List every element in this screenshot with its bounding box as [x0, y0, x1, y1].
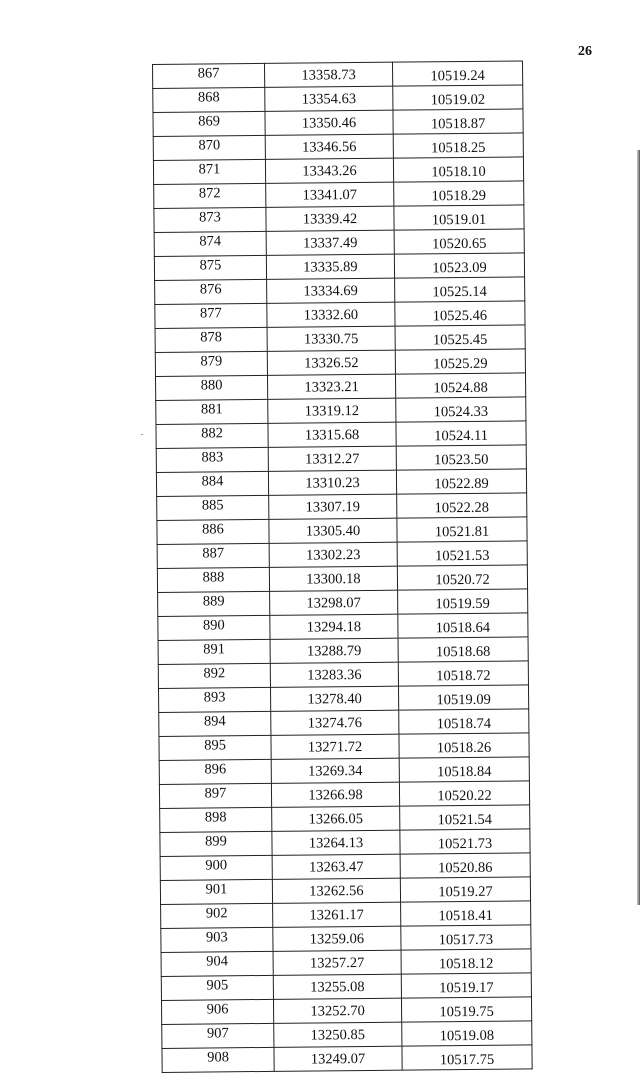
table-row — [155, 277, 525, 305]
coordinates-table-container — [152, 60, 532, 1073]
table-row — [154, 253, 524, 281]
point-number-cell: 868 — [153, 87, 265, 112]
x-coordinate-cell: 13358.73 — [264, 62, 392, 87]
coordinates-table — [152, 60, 533, 1073]
y-coordinate-cell: 10521.53 — [397, 541, 527, 566]
y-coordinate-cell: 10517.73 — [401, 925, 531, 950]
y-coordinate-cell: 10518.72 — [398, 661, 528, 686]
x-coordinate-cell: 13259.06 — [273, 926, 401, 951]
y-coordinate-cell: 10518.64 — [398, 613, 528, 638]
point-number-cell: 891 — [158, 639, 270, 664]
point-number-cell: 872 — [154, 183, 266, 208]
point-number-cell: 893 — [158, 687, 270, 712]
table-row — [160, 877, 530, 905]
point-number-cell: 903 — [161, 927, 273, 952]
point-number-cell: 906 — [161, 999, 273, 1024]
point-number-cell: 895 — [159, 735, 271, 760]
table-row — [153, 85, 523, 113]
x-coordinate-cell: 13323.21 — [267, 374, 395, 399]
point-number-cell: 908 — [162, 1047, 274, 1072]
y-coordinate-cell: 10519.75 — [401, 997, 531, 1022]
table-row — [157, 493, 527, 521]
point-number-cell: 904 — [161, 951, 273, 976]
point-number-cell: 873 — [154, 207, 266, 232]
point-number-cell: 899 — [160, 831, 272, 856]
point-number-cell: 887 — [157, 543, 269, 568]
point-number-cell: 898 — [160, 807, 272, 832]
point-number-cell: 885 — [157, 495, 269, 520]
point-number-cell: 884 — [156, 471, 268, 496]
point-number-cell: 902 — [161, 903, 273, 928]
table-row — [158, 685, 528, 713]
y-coordinate-cell: 10519.17 — [401, 973, 531, 998]
point-number-cell: 892 — [158, 663, 270, 688]
y-coordinate-cell: 10518.87 — [393, 109, 523, 134]
table-row — [159, 733, 529, 761]
y-coordinate-cell: 10524.33 — [396, 397, 526, 422]
table-row — [160, 805, 530, 833]
y-coordinate-cell: 10517.75 — [402, 1045, 532, 1070]
point-number-cell: 869 — [153, 111, 265, 136]
y-coordinate-cell: 10521.73 — [400, 829, 530, 854]
point-number-cell: 901 — [160, 879, 272, 904]
table-row — [159, 757, 529, 785]
x-coordinate-cell: 13310.23 — [268, 470, 396, 495]
table-row — [160, 829, 530, 857]
x-coordinate-cell: 13255.08 — [273, 974, 401, 999]
x-coordinate-cell: 13249.07 — [274, 1046, 402, 1071]
table-row — [157, 517, 527, 545]
y-coordinate-cell: 10519.02 — [393, 85, 523, 110]
x-coordinate-cell: 13350.46 — [265, 110, 393, 135]
y-coordinate-cell: 10519.59 — [398, 589, 528, 614]
y-coordinate-cell: 10519.08 — [402, 1021, 532, 1046]
y-coordinate-cell: 10518.84 — [399, 757, 529, 782]
point-number-cell: 874 — [154, 231, 266, 256]
y-coordinate-cell: 10519.24 — [392, 61, 522, 86]
table-row — [154, 205, 524, 233]
point-number-cell: 907 — [162, 1023, 274, 1048]
x-coordinate-cell: 13339.42 — [266, 206, 394, 231]
y-coordinate-cell: 10523.09 — [394, 253, 524, 278]
table-row — [158, 661, 528, 689]
point-number-cell: 880 — [155, 375, 267, 400]
y-coordinate-cell: 10520.65 — [394, 229, 524, 254]
x-coordinate-cell: 13346.56 — [265, 134, 393, 159]
point-number-cell: 889 — [158, 591, 270, 616]
x-coordinate-cell: 13283.36 — [270, 662, 398, 687]
point-number-cell: 894 — [159, 711, 271, 736]
x-coordinate-cell: 13274.76 — [271, 710, 399, 735]
x-coordinate-cell: 13271.72 — [271, 734, 399, 759]
point-number-cell: 900 — [160, 855, 272, 880]
table-row — [161, 949, 531, 977]
x-coordinate-cell: 13298.07 — [270, 590, 398, 615]
x-coordinate-cell: 13341.07 — [266, 182, 394, 207]
y-coordinate-cell: 10518.10 — [393, 157, 523, 182]
x-coordinate-cell: 13315.68 — [268, 422, 396, 447]
y-coordinate-cell: 10525.14 — [395, 277, 525, 302]
table-row — [161, 901, 531, 929]
y-coordinate-cell: 10518.74 — [399, 709, 529, 734]
x-coordinate-cell: 13266.05 — [272, 806, 400, 831]
x-coordinate-cell: 13312.27 — [268, 446, 396, 471]
table-row — [154, 181, 524, 209]
y-coordinate-cell: 10525.45 — [395, 325, 525, 350]
x-coordinate-cell: 13330.75 — [267, 326, 395, 351]
y-coordinate-cell: 10521.54 — [400, 805, 530, 830]
table-row — [159, 781, 529, 809]
table-row — [156, 421, 526, 449]
x-coordinate-cell: 13250.85 — [274, 1022, 402, 1047]
x-coordinate-cell: 13269.34 — [271, 758, 399, 783]
point-number-cell: 896 — [159, 759, 271, 784]
table-row — [155, 301, 525, 329]
y-coordinate-cell: 10522.28 — [397, 493, 527, 518]
x-coordinate-cell: 13266.98 — [271, 782, 399, 807]
point-number-cell: 883 — [156, 447, 268, 472]
x-coordinate-cell: 13278.40 — [270, 686, 398, 711]
table-row — [155, 373, 525, 401]
x-coordinate-cell: 13326.52 — [267, 350, 395, 375]
table-row — [158, 589, 528, 617]
table-row — [153, 157, 523, 185]
y-coordinate-cell: 10525.46 — [395, 301, 525, 326]
table-row — [161, 925, 531, 953]
table-row — [156, 397, 526, 425]
x-coordinate-cell: 13294.18 — [270, 614, 398, 639]
point-number-cell: 876 — [155, 279, 267, 304]
coordinates-table-body — [153, 61, 533, 1073]
table-row — [156, 445, 526, 473]
point-number-cell: 881 — [156, 399, 268, 424]
x-coordinate-cell: 13337.49 — [266, 230, 394, 255]
table-row — [157, 541, 527, 569]
table-row — [153, 109, 523, 137]
point-number-cell: 877 — [155, 303, 267, 328]
table-row — [161, 997, 531, 1025]
table-row — [153, 133, 523, 161]
table-row — [156, 469, 526, 497]
x-coordinate-cell: 13288.79 — [270, 638, 398, 663]
y-coordinate-cell: 10524.88 — [395, 373, 525, 398]
page-number: 26 — [578, 44, 592, 59]
point-number-cell: 870 — [153, 135, 265, 160]
table-row — [160, 853, 530, 881]
x-coordinate-cell: 13262.56 — [272, 878, 400, 903]
x-coordinate-cell: 13335.89 — [266, 254, 394, 279]
y-coordinate-cell: 10525.29 — [395, 349, 525, 374]
x-coordinate-cell: 13264.13 — [272, 830, 400, 855]
point-number-cell: 890 — [158, 615, 270, 640]
point-number-cell: 879 — [155, 351, 267, 376]
table-row — [162, 1021, 532, 1049]
x-coordinate-cell: 13332.60 — [267, 302, 395, 327]
y-coordinate-cell: 10518.68 — [398, 637, 528, 662]
y-coordinate-cell: 10524.11 — [396, 421, 526, 446]
y-coordinate-cell: 10518.41 — [401, 901, 531, 926]
x-coordinate-cell: 13343.26 — [265, 158, 393, 183]
x-coordinate-cell: 13305.40 — [269, 518, 397, 543]
x-coordinate-cell: 13307.19 — [269, 494, 397, 519]
table-row — [161, 973, 531, 1001]
x-coordinate-cell: 13354.63 — [265, 86, 393, 111]
point-number-cell: 886 — [157, 519, 269, 544]
table-row — [155, 349, 525, 377]
y-coordinate-cell: 10518.29 — [394, 181, 524, 206]
y-coordinate-cell: 10522.89 — [396, 469, 526, 494]
x-coordinate-cell: 13261.17 — [273, 902, 401, 927]
point-number-cell: 867 — [153, 63, 265, 88]
point-number-cell: 875 — [154, 255, 266, 280]
point-number-cell: 871 — [153, 159, 265, 184]
table-row — [157, 565, 527, 593]
table-row — [154, 229, 524, 257]
table-row — [162, 1045, 532, 1073]
point-number-cell: 878 — [155, 327, 267, 352]
x-coordinate-cell: 13319.12 — [268, 398, 396, 423]
scan-speck — [141, 434, 143, 435]
point-number-cell: 897 — [159, 783, 271, 808]
x-coordinate-cell: 13263.47 — [272, 854, 400, 879]
y-coordinate-cell: 10519.01 — [394, 205, 524, 230]
x-coordinate-cell: 13257.27 — [273, 950, 401, 975]
point-number-cell: 888 — [157, 567, 269, 592]
y-coordinate-cell: 10519.09 — [398, 685, 528, 710]
table-row — [159, 709, 529, 737]
x-coordinate-cell: 13302.23 — [269, 542, 397, 567]
table-row — [158, 613, 528, 641]
table-row — [153, 61, 523, 89]
y-coordinate-cell: 10520.22 — [399, 781, 529, 806]
x-coordinate-cell: 13334.69 — [267, 278, 395, 303]
y-coordinate-cell: 10518.25 — [393, 133, 523, 158]
point-number-cell: 882 — [156, 423, 268, 448]
x-coordinate-cell: 13300.18 — [269, 566, 397, 591]
y-coordinate-cell: 10521.81 — [397, 517, 527, 542]
y-coordinate-cell: 10518.26 — [399, 733, 529, 758]
point-number-cell: 905 — [161, 975, 273, 1000]
y-coordinate-cell: 10519.27 — [400, 877, 530, 902]
table-row — [158, 637, 528, 665]
y-coordinate-cell: 10523.50 — [396, 445, 526, 470]
y-coordinate-cell: 10520.72 — [397, 565, 527, 590]
table-row — [155, 325, 525, 353]
y-coordinate-cell: 10518.12 — [401, 949, 531, 974]
x-coordinate-cell: 13252.70 — [273, 998, 401, 1023]
y-coordinate-cell: 10520.86 — [400, 853, 530, 878]
